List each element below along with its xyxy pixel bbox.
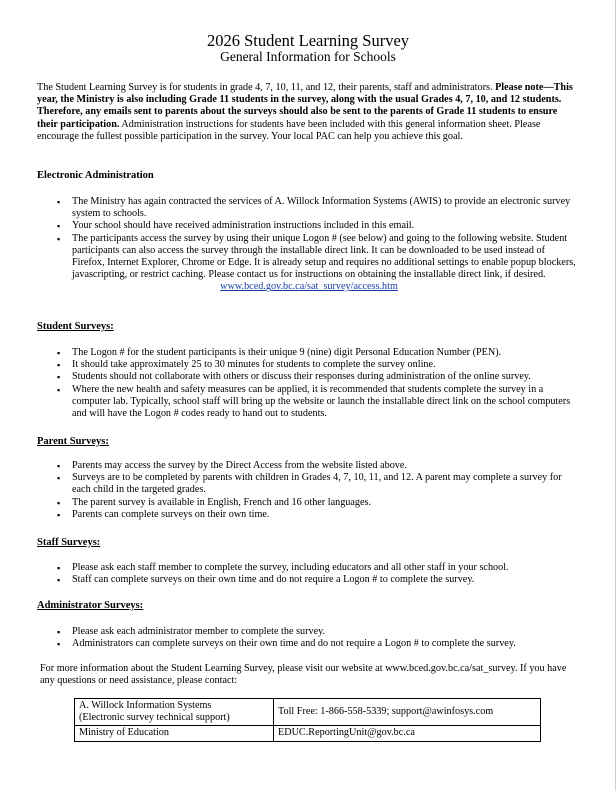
document-title: 2026 Student Learning Survey [206,31,410,50]
table-row [75,726,541,741]
list-item: ▪ Your school should have received administration instructions included in this email. [72,220,576,232]
contact-org [75,699,274,726]
list-item: ▪ Surveys are to be completed by parents with children in Grades 4, 7, 10, 11, and 12. A parent may complete a survey for each child in the targeted grades. [72,472,576,496]
parent-list [72,460,576,521]
admin-list [72,626,576,650]
list-item: ▪ The parent survey is available in English, French and 16 other languages. [72,497,576,509]
list-item: ▪ Please ask each administrator member to complete the survey. [72,626,576,638]
intro-text-end: Administration instructions for students have been included with this general information sheet. Please encourage the fullest possible participation in the survey. Your local PAC can help you achieve this goal. [37,118,541,142]
electronic-heading: Electronic Administration [37,170,154,181]
list-item: ▪ Administrators can complete surveys on their own time and do not require a Logon # to complete the survey. [72,638,576,650]
intro-bold-note: Please note—This year, the Ministry is also including Grade 11 students in the survey, along with the usual Grades 4, 7, 10, and 12 students. Therefore, any emails sent to parents about the surveys should also be sent to the parents of Grade 11 students to ensure their participation. [37,82,573,130]
intro-text-start: The Student Learning Survey is for students in grade 4, 7, 10, 11, and 12, their parents, staff and administrators. [37,82,496,93]
document-subtitle: General Information for Schools [220,49,396,64]
list-item: ▪ Parents can complete surveys on their own time. [72,509,576,521]
student-list [72,347,576,420]
list-item: ▪ The participants access the survey by using their unique Logon # (see below) and going to the following website. Student participants can also access the survey through the installable direct link. It can be downloaded to be used instead of Firefox, Internet Explorer, Chrome or Edge. It is already setup and requires no additional settings to enable popup blockers, javascripting, or restrict caching. Please contact us for instructions on obtaining the installable direct link, if desired. [72,233,576,282]
contact-intro: For more information about the Student Learning Survey, please visit our website at www.bced.gov.bc.ca/sat_survey. If you have any questions or need assistance, please contact: [40,663,567,687]
list-item: ▪ The Ministry has again contracted the services of A. Willock Information Systems (AWIS) to provide an electronic survey system to schools. [72,196,576,220]
intro-paragraph [37,82,573,143]
student-heading: Student Surveys: [37,321,114,332]
admin-heading: Administrator Surveys: [37,600,144,611]
staff-heading: Staff Surveys: [37,537,101,548]
survey-access-link[interactable]: www.bced.gov.bc.ca/sat_survey/access.htm [220,281,398,293]
org-name: A. Willock Information Systems [79,700,212,711]
list-item: ▪ It should take approximately 25 to 30 minutes for students to complete the survey online. [72,359,576,371]
link-row [72,281,576,293]
contact-info: Toll Free: 1-866-558-5339; support@awinfosys.com [274,699,541,726]
list-item: ▪ The Logon # for the student participants is their unique 9 (nine) digit Personal Education Number (PEN). [72,347,576,359]
list-item: ▪ Students should not collaborate with others or discuss their responses during administration of the online survey. [72,371,576,383]
list-item: ▪ Where the new health and safety measures can be applied, it is recommended that students complete the survey in a computer lab. Typically, school staff will bring up the website or launch the installable direct link on the school computers and will have the Logon # codes ready to hand out to students. [72,384,576,421]
org-role: (Electronic survey technical support) [79,712,230,724]
electronic-list [72,196,576,294]
contact-org: Ministry of Education [75,726,274,741]
parent-heading: Parent Surveys: [37,436,109,447]
list-item: ▪ Staff can complete surveys on their own time and do not require a Logon # to complete the survey. [72,574,576,586]
table-row [75,699,541,726]
list-item: ▪ Parents may access the survey by the Direct Access from the website listed above. [72,460,576,472]
contact-info: EDUC.ReportingUnit@gov.bc.ca [274,726,541,741]
contact-table [74,698,541,742]
list-item: ▪ Please ask each staff member to complete the survey, including educators and all other staff in your school. [72,562,576,574]
staff-list [72,562,576,586]
